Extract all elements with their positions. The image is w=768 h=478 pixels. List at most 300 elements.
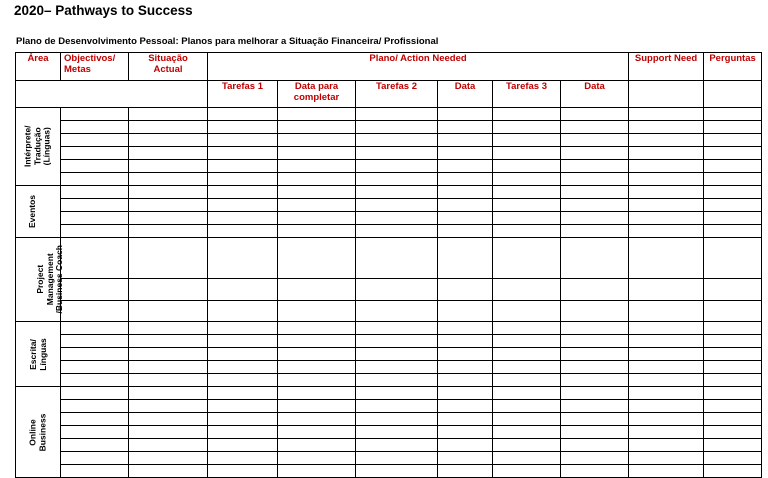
table-cell[interactable] bbox=[561, 121, 629, 134]
table-cell[interactable] bbox=[438, 413, 493, 426]
table-cell[interactable] bbox=[278, 361, 356, 374]
table-cell[interactable] bbox=[278, 121, 356, 134]
table-cell[interactable] bbox=[704, 238, 762, 279]
table-cell[interactable] bbox=[561, 160, 629, 173]
table-cell[interactable] bbox=[704, 108, 762, 121]
header-support: Support Need bbox=[629, 53, 704, 81]
table-row bbox=[16, 173, 762, 186]
table-cell[interactable] bbox=[493, 374, 561, 387]
category-cell bbox=[16, 387, 61, 478]
table-cell[interactable] bbox=[208, 301, 278, 322]
subheader-data-completar: Data para completar bbox=[278, 81, 356, 108]
table-cell[interactable] bbox=[129, 121, 208, 134]
table-cell[interactable] bbox=[493, 238, 561, 279]
page-title: 2020– Pathways to Success bbox=[14, 3, 193, 18]
table-cell[interactable] bbox=[61, 387, 129, 400]
subheader-row bbox=[16, 81, 762, 108]
category-label: Intérprete/ Tradução (Línguas) bbox=[22, 125, 52, 168]
category-label: Project Management /Business Coach bbox=[35, 245, 64, 314]
table-cell[interactable] bbox=[629, 212, 704, 225]
table-cell[interactable] bbox=[208, 322, 278, 335]
table-cell[interactable] bbox=[129, 335, 208, 348]
table-row bbox=[16, 199, 762, 212]
table-cell[interactable] bbox=[438, 465, 493, 478]
table-cell[interactable] bbox=[208, 199, 278, 212]
table-cell[interactable] bbox=[208, 335, 278, 348]
table-cell[interactable] bbox=[61, 173, 129, 186]
table-cell[interactable] bbox=[278, 387, 356, 400]
table-cell[interactable] bbox=[561, 452, 629, 465]
table-cell[interactable] bbox=[704, 452, 762, 465]
table-cell[interactable] bbox=[561, 400, 629, 413]
table-cell[interactable] bbox=[278, 465, 356, 478]
table-cell[interactable] bbox=[561, 199, 629, 212]
table-cell[interactable] bbox=[356, 387, 438, 400]
table-cell[interactable] bbox=[208, 160, 278, 173]
table-cell[interactable] bbox=[438, 400, 493, 413]
table-cell[interactable] bbox=[704, 121, 762, 134]
table-row bbox=[16, 134, 762, 147]
subheader-tarefas1: Tarefas 1 bbox=[208, 81, 278, 108]
table-cell[interactable] bbox=[629, 186, 704, 199]
table-cell[interactable] bbox=[208, 134, 278, 147]
table-cell[interactable] bbox=[61, 121, 129, 134]
table-cell[interactable] bbox=[704, 134, 762, 147]
table-cell[interactable] bbox=[561, 387, 629, 400]
table-cell[interactable] bbox=[561, 134, 629, 147]
table-cell[interactable] bbox=[704, 465, 762, 478]
table-cell[interactable] bbox=[438, 225, 493, 238]
table-cell[interactable] bbox=[438, 439, 493, 452]
table-cell[interactable] bbox=[493, 279, 561, 301]
table-cell[interactable] bbox=[629, 279, 704, 301]
table-cell[interactable] bbox=[356, 186, 438, 199]
table-cell[interactable] bbox=[61, 225, 129, 238]
table-row bbox=[16, 387, 762, 400]
table-cell[interactable] bbox=[704, 160, 762, 173]
table-cell[interactable] bbox=[129, 134, 208, 147]
table-cell[interactable] bbox=[493, 199, 561, 212]
table-cell[interactable] bbox=[208, 108, 278, 121]
table-cell[interactable] bbox=[61, 186, 129, 199]
table-cell[interactable] bbox=[629, 301, 704, 322]
category-cell bbox=[16, 322, 61, 387]
table-row bbox=[16, 452, 762, 465]
table-cell[interactable] bbox=[278, 439, 356, 452]
header-area: Área bbox=[16, 53, 61, 81]
table-cell[interactable] bbox=[438, 301, 493, 322]
table-cell[interactable] bbox=[208, 426, 278, 439]
table-cell[interactable] bbox=[561, 108, 629, 121]
table-cell[interactable] bbox=[278, 322, 356, 335]
table-cell[interactable] bbox=[61, 238, 129, 279]
table-cell[interactable] bbox=[208, 279, 278, 301]
table-cell[interactable] bbox=[561, 465, 629, 478]
table-cell[interactable] bbox=[629, 134, 704, 147]
header-situacao: Situação Actual bbox=[129, 53, 208, 81]
table-cell[interactable] bbox=[356, 173, 438, 186]
table-cell[interactable] bbox=[356, 452, 438, 465]
table-cell[interactable] bbox=[438, 147, 493, 160]
table-cell[interactable] bbox=[356, 335, 438, 348]
table-cell[interactable] bbox=[438, 186, 493, 199]
table-cell[interactable] bbox=[493, 108, 561, 121]
table-cell[interactable] bbox=[704, 279, 762, 301]
table-cell[interactable] bbox=[278, 426, 356, 439]
table-cell[interactable] bbox=[129, 322, 208, 335]
table-row bbox=[16, 348, 762, 361]
table-cell[interactable] bbox=[438, 108, 493, 121]
table-cell[interactable] bbox=[493, 348, 561, 361]
table-cell[interactable] bbox=[129, 426, 208, 439]
plan-subtitle: Plano de Desenvolvimento Pessoal: Planos para melhorar a Situação Financeira/ Profissional bbox=[16, 36, 439, 47]
table-cell[interactable] bbox=[704, 361, 762, 374]
table-cell[interactable] bbox=[278, 186, 356, 199]
table-cell[interactable] bbox=[278, 413, 356, 426]
table-cell[interactable] bbox=[704, 301, 762, 322]
table-cell[interactable] bbox=[438, 335, 493, 348]
table-cell[interactable] bbox=[208, 186, 278, 199]
table-cell[interactable] bbox=[61, 374, 129, 387]
table-cell[interactable] bbox=[129, 147, 208, 160]
table-cell[interactable] bbox=[561, 186, 629, 199]
table-cell[interactable] bbox=[129, 400, 208, 413]
subheader-tarefas3: Tarefas 3 bbox=[493, 81, 561, 108]
table-cell[interactable] bbox=[61, 212, 129, 225]
table-cell[interactable] bbox=[61, 426, 129, 439]
table-cell[interactable] bbox=[629, 160, 704, 173]
table-cell[interactable] bbox=[704, 322, 762, 335]
table-cell[interactable] bbox=[438, 160, 493, 173]
category-cell bbox=[16, 238, 64, 322]
table-cell[interactable] bbox=[561, 212, 629, 225]
table-cell[interactable] bbox=[629, 439, 704, 452]
table-cell[interactable] bbox=[208, 413, 278, 426]
table-cell[interactable] bbox=[493, 426, 561, 439]
table-cell[interactable] bbox=[629, 173, 704, 186]
table-cell[interactable] bbox=[704, 212, 762, 225]
table-cell[interactable] bbox=[438, 134, 493, 147]
table-cell[interactable] bbox=[61, 108, 129, 121]
table-cell[interactable] bbox=[356, 426, 438, 439]
table-cell[interactable] bbox=[356, 279, 438, 301]
table-cell[interactable] bbox=[356, 400, 438, 413]
table-cell[interactable] bbox=[356, 199, 438, 212]
table-cell[interactable] bbox=[629, 199, 704, 212]
header-objectivos: Objectivos/ Metas bbox=[61, 53, 129, 81]
header-row bbox=[16, 53, 762, 81]
subheader-blank bbox=[16, 81, 208, 108]
table-cell[interactable] bbox=[438, 361, 493, 374]
table-cell[interactable] bbox=[629, 400, 704, 413]
table-cell[interactable] bbox=[129, 465, 208, 478]
table-cell[interactable] bbox=[629, 147, 704, 160]
table-cell[interactable] bbox=[129, 387, 208, 400]
table-cell[interactable] bbox=[629, 121, 704, 134]
table-cell[interactable] bbox=[493, 439, 561, 452]
table-cell[interactable] bbox=[561, 374, 629, 387]
table-cell[interactable] bbox=[208, 348, 278, 361]
table-cell[interactable] bbox=[561, 413, 629, 426]
table-cell[interactable] bbox=[493, 134, 561, 147]
table-cell[interactable] bbox=[208, 465, 278, 478]
table-cell[interactable] bbox=[493, 387, 561, 400]
table-cell[interactable] bbox=[208, 452, 278, 465]
table-cell[interactable] bbox=[493, 413, 561, 426]
table-cell[interactable] bbox=[493, 465, 561, 478]
table-cell[interactable] bbox=[208, 439, 278, 452]
table-cell[interactable] bbox=[493, 335, 561, 348]
table-cell[interactable] bbox=[704, 387, 762, 400]
table-cell[interactable] bbox=[629, 348, 704, 361]
table-cell[interactable] bbox=[61, 335, 129, 348]
table-cell[interactable] bbox=[704, 173, 762, 186]
table-cell[interactable] bbox=[561, 279, 629, 301]
table-cell[interactable] bbox=[278, 238, 356, 279]
table-cell[interactable] bbox=[278, 348, 356, 361]
table-cell[interactable] bbox=[438, 348, 493, 361]
table-cell[interactable] bbox=[61, 400, 129, 413]
table-cell[interactable] bbox=[356, 108, 438, 121]
table-cell[interactable] bbox=[704, 225, 762, 238]
table-cell[interactable] bbox=[356, 465, 438, 478]
table-row bbox=[16, 322, 762, 335]
table-cell[interactable] bbox=[629, 225, 704, 238]
table-cell[interactable] bbox=[208, 400, 278, 413]
table-cell[interactable] bbox=[438, 322, 493, 335]
subheader-perguntas-blank bbox=[704, 81, 762, 108]
table-cell[interactable] bbox=[704, 413, 762, 426]
table-cell[interactable] bbox=[438, 452, 493, 465]
table-cell[interactable] bbox=[629, 335, 704, 348]
table-cell[interactable] bbox=[278, 134, 356, 147]
table-cell[interactable] bbox=[438, 374, 493, 387]
table-cell[interactable] bbox=[356, 361, 438, 374]
table-cell[interactable] bbox=[629, 108, 704, 121]
table-cell[interactable] bbox=[561, 439, 629, 452]
table-cell[interactable] bbox=[356, 439, 438, 452]
table-cell[interactable] bbox=[278, 212, 356, 225]
table-cell[interactable] bbox=[356, 225, 438, 238]
table-cell[interactable] bbox=[629, 452, 704, 465]
table-cell[interactable] bbox=[493, 301, 561, 322]
subheader-tarefas2: Tarefas 2 bbox=[356, 81, 438, 108]
table-cell[interactable] bbox=[356, 134, 438, 147]
table-cell[interactable] bbox=[278, 108, 356, 121]
table-cell[interactable] bbox=[129, 225, 208, 238]
table-cell[interactable] bbox=[278, 374, 356, 387]
table-cell[interactable] bbox=[629, 361, 704, 374]
table-cell[interactable] bbox=[704, 186, 762, 199]
table-cell[interactable] bbox=[208, 387, 278, 400]
header-perguntas: Perguntas bbox=[704, 53, 762, 81]
table-cell[interactable] bbox=[208, 361, 278, 374]
table-cell[interactable] bbox=[704, 439, 762, 452]
table-cell[interactable] bbox=[356, 348, 438, 361]
table-cell[interactable] bbox=[61, 413, 129, 426]
table-cell[interactable] bbox=[61, 147, 129, 160]
table-cell[interactable] bbox=[493, 225, 561, 238]
table-cell[interactable] bbox=[561, 426, 629, 439]
table-cell[interactable] bbox=[704, 335, 762, 348]
table-cell[interactable] bbox=[438, 212, 493, 225]
table-row bbox=[16, 465, 762, 478]
table-cell[interactable] bbox=[561, 361, 629, 374]
table-row bbox=[16, 108, 762, 121]
table-cell[interactable] bbox=[356, 160, 438, 173]
table-cell[interactable] bbox=[129, 160, 208, 173]
table-cell[interactable] bbox=[629, 387, 704, 400]
table-cell[interactable] bbox=[278, 400, 356, 413]
table-cell[interactable] bbox=[356, 374, 438, 387]
table-cell[interactable] bbox=[208, 147, 278, 160]
table-cell[interactable] bbox=[278, 452, 356, 465]
table-cell[interactable] bbox=[561, 322, 629, 335]
table-cell[interactable] bbox=[356, 121, 438, 134]
table-cell[interactable] bbox=[278, 147, 356, 160]
table-row bbox=[16, 413, 762, 426]
table-cell[interactable] bbox=[129, 173, 208, 186]
table-cell[interactable] bbox=[61, 134, 129, 147]
table-cell[interactable] bbox=[561, 173, 629, 186]
table-cell[interactable] bbox=[493, 186, 561, 199]
table-cell[interactable] bbox=[356, 301, 438, 322]
table-cell[interactable] bbox=[704, 426, 762, 439]
category-label: Escrita/ Línguas bbox=[27, 337, 47, 371]
table-cell[interactable] bbox=[208, 374, 278, 387]
table-row bbox=[16, 212, 762, 225]
table-cell[interactable] bbox=[561, 147, 629, 160]
table-cell[interactable] bbox=[629, 465, 704, 478]
table-cell[interactable] bbox=[493, 173, 561, 186]
table-cell[interactable] bbox=[61, 322, 129, 335]
subheader-data2: Data bbox=[561, 81, 629, 108]
table-cell[interactable] bbox=[629, 426, 704, 439]
category-cell bbox=[16, 108, 61, 186]
table-cell[interactable] bbox=[129, 348, 208, 361]
table-cell[interactable] bbox=[278, 199, 356, 212]
table-cell[interactable] bbox=[561, 335, 629, 348]
table-cell[interactable] bbox=[129, 199, 208, 212]
table-cell[interactable] bbox=[438, 426, 493, 439]
table-cell[interactable] bbox=[129, 108, 208, 121]
table-cell[interactable] bbox=[438, 173, 493, 186]
table-cell[interactable] bbox=[208, 212, 278, 225]
table-cell[interactable] bbox=[129, 238, 208, 279]
table-cell[interactable] bbox=[61, 279, 129, 301]
table-cell[interactable] bbox=[438, 279, 493, 301]
category-label: Online Business bbox=[27, 413, 47, 451]
category-label: Eventos bbox=[27, 194, 38, 229]
table-cell[interactable] bbox=[704, 374, 762, 387]
table-cell[interactable] bbox=[278, 335, 356, 348]
table-cell[interactable] bbox=[278, 225, 356, 238]
table-cell[interactable] bbox=[438, 238, 493, 279]
table-cell[interactable] bbox=[356, 212, 438, 225]
table-row bbox=[16, 400, 762, 413]
table-cell[interactable] bbox=[704, 348, 762, 361]
table-cell[interactable] bbox=[356, 413, 438, 426]
table-row bbox=[16, 426, 762, 439]
table-row bbox=[16, 335, 762, 348]
table-cell[interactable] bbox=[129, 301, 208, 322]
table-cell[interactable] bbox=[438, 387, 493, 400]
table-cell[interactable] bbox=[208, 238, 278, 279]
table-cell[interactable] bbox=[208, 225, 278, 238]
table-cell[interactable] bbox=[356, 238, 438, 279]
table-cell[interactable] bbox=[356, 147, 438, 160]
table-cell[interactable] bbox=[561, 225, 629, 238]
table-cell[interactable] bbox=[129, 186, 208, 199]
table-cell[interactable] bbox=[356, 322, 438, 335]
table-cell[interactable] bbox=[61, 199, 129, 212]
table-cell[interactable] bbox=[629, 322, 704, 335]
table-cell[interactable] bbox=[493, 322, 561, 335]
table-cell[interactable] bbox=[61, 301, 129, 322]
table-cell[interactable] bbox=[61, 160, 129, 173]
table-cell[interactable] bbox=[278, 160, 356, 173]
table-cell[interactable] bbox=[438, 121, 493, 134]
table-cell[interactable] bbox=[278, 301, 356, 322]
table-cell[interactable] bbox=[561, 301, 629, 322]
header-plano: Plano/ Action Needed bbox=[208, 53, 629, 81]
table-cell[interactable] bbox=[493, 147, 561, 160]
table-cell[interactable] bbox=[629, 238, 704, 279]
category-cell bbox=[16, 186, 61, 238]
table-cell[interactable] bbox=[493, 452, 561, 465]
table-row bbox=[16, 439, 762, 452]
table-cell[interactable] bbox=[208, 173, 278, 186]
table-cell[interactable] bbox=[61, 348, 129, 361]
table-cell[interactable] bbox=[278, 173, 356, 186]
table-cell[interactable] bbox=[493, 121, 561, 134]
table-cell[interactable] bbox=[129, 361, 208, 374]
table-cell[interactable] bbox=[438, 199, 493, 212]
subheader-data1: Data bbox=[438, 81, 493, 108]
table-cell[interactable] bbox=[493, 212, 561, 225]
table-cell[interactable] bbox=[129, 452, 208, 465]
table-cell[interactable] bbox=[129, 212, 208, 225]
table-cell[interactable] bbox=[493, 400, 561, 413]
table-cell[interactable] bbox=[208, 121, 278, 134]
table-cell[interactable] bbox=[561, 238, 629, 279]
table-cell[interactable] bbox=[61, 465, 129, 478]
table-row bbox=[16, 121, 762, 134]
table-cell[interactable] bbox=[129, 279, 208, 301]
table-cell[interactable] bbox=[493, 361, 561, 374]
table-cell[interactable] bbox=[561, 348, 629, 361]
table-cell[interactable] bbox=[129, 439, 208, 452]
table-row bbox=[16, 225, 762, 238]
table-cell[interactable] bbox=[278, 279, 356, 301]
table-row bbox=[16, 279, 762, 301]
table-cell[interactable] bbox=[129, 374, 208, 387]
table-cell[interactable] bbox=[61, 439, 129, 452]
table-row bbox=[16, 238, 762, 279]
table-cell[interactable] bbox=[61, 361, 129, 374]
table-cell[interactable] bbox=[704, 199, 762, 212]
table-cell[interactable] bbox=[129, 413, 208, 426]
table-cell[interactable] bbox=[629, 413, 704, 426]
table-cell[interactable] bbox=[493, 160, 561, 173]
table-row bbox=[16, 186, 762, 199]
table-row bbox=[16, 160, 762, 173]
table-cell[interactable] bbox=[704, 400, 762, 413]
table-cell[interactable] bbox=[61, 452, 129, 465]
table-cell[interactable] bbox=[704, 147, 762, 160]
table-cell[interactable] bbox=[629, 374, 704, 387]
table-row bbox=[16, 374, 762, 387]
